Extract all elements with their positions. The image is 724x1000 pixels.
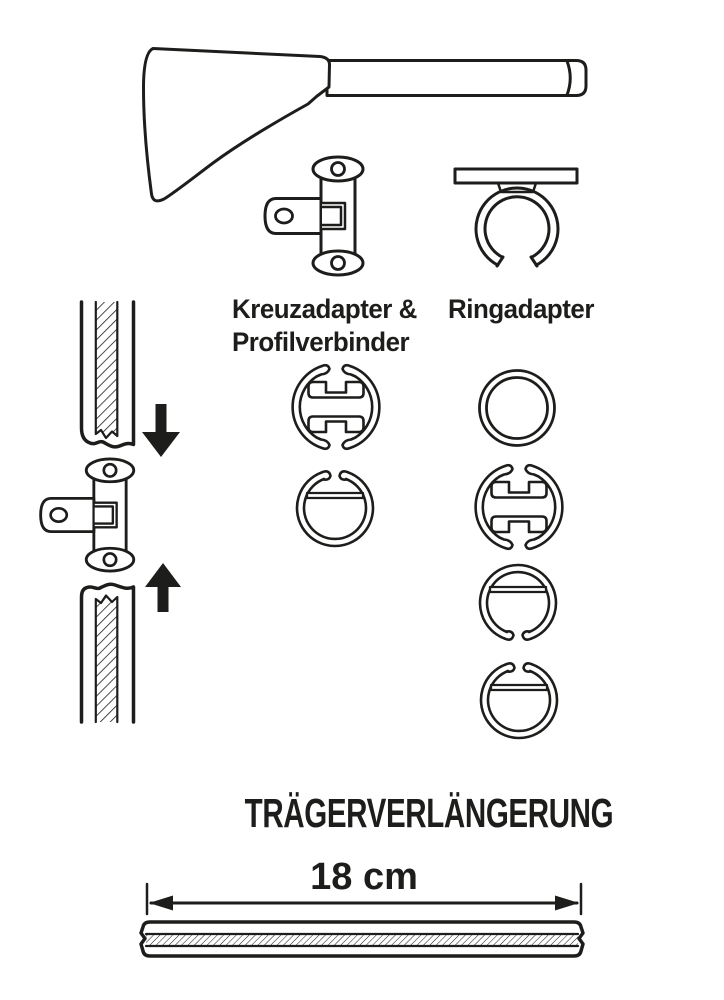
- ring-cross-section: [480, 371, 555, 446]
- kreuzadapter-side-illustration: [41, 459, 134, 571]
- arrow-up-icon: [145, 563, 181, 612]
- lower-rail-hatch-band: [96, 596, 118, 723]
- extension-bar-hatch-band: [146, 934, 578, 946]
- wall-bracket: [144, 49, 330, 201]
- ringadapter-open-ring: [476, 188, 558, 266]
- rail-joining-illustration: [41, 302, 181, 722]
- kreuzadapter-label-line1: Kreuzadapter &: [232, 294, 417, 324]
- c-profile-cross-section-top-slot: [297, 471, 373, 546]
- upper-rail-hatch-band: [96, 302, 118, 438]
- c-profile-cross-section-top-slot: [481, 663, 557, 738]
- ringadapter-label: Ringadapter: [448, 294, 594, 324]
- upper-profile-rail-illustration: [82, 302, 134, 447]
- h-profile-cross-section: [293, 365, 380, 449]
- curtain-rod: [327, 61, 586, 96]
- dimension-label: 18 cm: [310, 856, 418, 898]
- kreuzadapter-front-illustration: [265, 157, 363, 275]
- extension-bar-illustration: [141, 922, 583, 956]
- c-profile-cross-section-bottom-slot: [480, 565, 556, 640]
- section-heading-text: TRÄGERVERLÄNGERUNG: [244, 790, 614, 836]
- arrow-down-icon: [142, 404, 180, 457]
- section-heading: [173, 790, 614, 836]
- dimension-arrowhead-right: [555, 896, 579, 911]
- kreuzadapter-label: [232, 293, 417, 359]
- dimension-arrowhead-left: [149, 896, 173, 911]
- h-profile-cross-section: [476, 465, 563, 549]
- ringadapter-illustration: [455, 169, 577, 266]
- ringadapter-mount-bar: [455, 169, 577, 183]
- lower-profile-rail-illustration: [82, 584, 134, 722]
- kreuzadapter-label-line2: Profilverbinder: [232, 327, 410, 357]
